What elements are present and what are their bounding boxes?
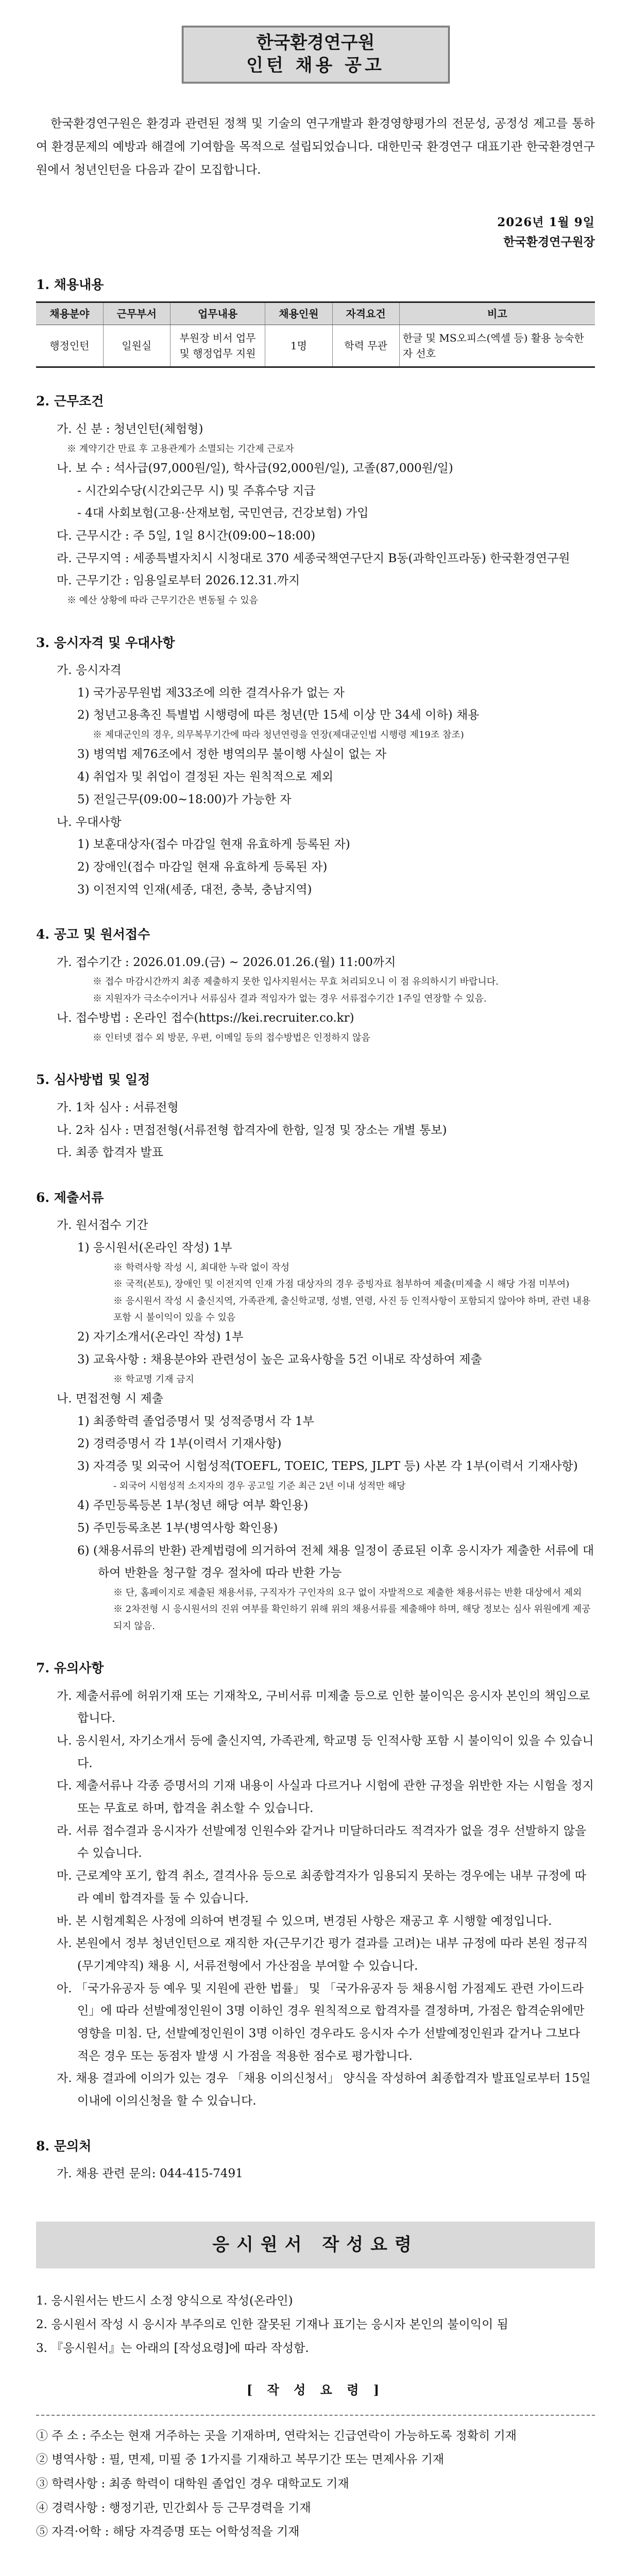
application-method: 나. 접수방법 : 온라인 접수(https://kei.recruiter.co.kr) xyxy=(57,1011,354,1025)
docs-note: ※ 학력사항 작성 시, 최대한 누락 없이 작성 xyxy=(113,1262,289,1273)
docs-item: 6) (채용서류의 반환) 관계법령에 의거하여 전체 채용 일정이 종료된 이후 응시자가 제출한 서류에 대하여 반환을 청구할 경우 절차에 따라 반환 가능 xyxy=(77,1544,594,1580)
caution-item: 다. 제출서류나 각종 증명서의 기재 내용이 사실과 다르거나 시험에 관한 규정을 위반한 자는 시험을 정지 또는 무효로 하며, 합격을 취소할 수 있습니다. xyxy=(57,1779,594,1816)
docs-item: 2) 자기소개서(온라인 작성) 1부 xyxy=(77,1330,244,1344)
work-status: 가. 신 분 : 청년인턴(체험형) xyxy=(57,422,203,436)
col-note: 비고 xyxy=(399,302,595,325)
section-5-heading: 5. 심사방법 및 일정 xyxy=(36,1072,150,1088)
section-6-body xyxy=(36,1214,595,1635)
eligibility-item: 3) 병역법 제76조에서 정한 병역의무 불이행 사실이 없는 자 xyxy=(77,748,387,761)
section-6-heading: 6. 제출서류 xyxy=(36,1190,104,1205)
application-method-note: ※ 인터넷 접수 외 방문, 우편, 이메일 등의 접수방법은 인정하지 않음 xyxy=(93,1032,370,1043)
docs-note: ※ 국적(본토), 장애인 및 이전지역 인재 가점 대상자의 경우 증빙자료 첨부하여 제출(미제출 시 해당 가점 미부여) xyxy=(113,1279,570,1290)
work-pay-sub-1: - 시간외수당(시간외근무 시) 및 주휴수당 지급 xyxy=(77,484,316,498)
guide-list xyxy=(36,2289,595,2360)
eligibility-item: 2) 청년고용촉진 특별법 시행령에 따른 청년(만 15세 이상 만 34세 이하) 채용 xyxy=(77,708,480,722)
work-status-note: ※ 계약기간 만료 후 고용관계가 소멸되는 기간제 근로자 xyxy=(67,443,294,454)
eligibility-item: 5) 전일근무(09:00~18:00)가 가능한 자 xyxy=(77,792,292,806)
col-count: 채용인원 xyxy=(265,302,332,325)
section-7-body xyxy=(36,1685,595,2113)
work-location: 라. 근무지역 : 세종특별자치시 시청대로 370 세종국책연구단지 B동(과학인프라동) 한국환경연구원 xyxy=(57,551,570,565)
section-7-heading: 7. 유의사항 xyxy=(36,1660,104,1676)
jobs-table-header xyxy=(36,302,595,325)
guide-item: ① 주 소 : 주소는 현재 거주하는 곳을 기재하며, 연락처는 긴급연락이 가능하도록 정확히 기재 xyxy=(36,2429,517,2443)
cell-task: 부원장 비서 업무 및 행정업무 지원 xyxy=(170,325,265,367)
docs-item: 1) 최종학력 졸업증명서 및 성적증명서 각 1부 xyxy=(77,1414,314,1428)
caution-item: 라. 서류 접수결과 응시자가 선발예정 인원수와 같거나 미달하더라도 적격자가 없을 경우 선발하지 않을 수 있습니다. xyxy=(57,1824,587,1860)
intro-paragraph: 한국환경연구원은 환경과 관련된 정책 및 기술의 연구개발과 환경영향평가의 전문성, 공정성 제고를 통하여 환경문제의 예방과 해결에 기여함을 목적으로 설립되었습니다. 대한민국 환경연구 대표기관 한국환경연구원에서 청년인턴을 다음과 같이 모집합니다. xyxy=(36,117,595,177)
guide-item: ④ 경력사항 : 행정기관, 민간회사 등 근무경력을 기재 xyxy=(36,2501,311,2515)
guide-list-item: 2. 응시원서 작성 시 응시자 부주의로 인한 잘못된 기재나 표기는 응시자 본인의 불이익이 됨 xyxy=(36,2317,508,2331)
guide-list-item: 1. 응시원서는 반드시 소정 양식으로 작성(온라인) xyxy=(36,2294,293,2308)
caution-item: 바. 본 시험계획은 사정에 의하여 변경될 수 있으며, 변경된 사항은 재공고 후 시행할 예정입니다. xyxy=(57,1914,552,1928)
caution-item: 자. 채용 결과에 이의가 있는 경우 「채용 이의신청서」 양식을 작성하여 최종합격자 발표일로부터 15일 이내에 이의신청을 할 수 있습니다. xyxy=(57,2072,591,2108)
contact-info: 가. 채용 관련 문의: 044-415-7491 xyxy=(57,2167,243,2181)
work-period: 마. 근무기간 : 임용일로부터 2026.12.31.까지 xyxy=(57,574,300,588)
org-title: 한국환경연구원 xyxy=(256,32,375,53)
docs-item: 1) 응시원서(온라인 작성) 1부 xyxy=(77,1241,232,1255)
docs-note: ※ 단, 홈페이지로 제출된 채용서류, 구직자가 구인자의 요구 없이 자발적으로 제출한 채용서류는 반환 대상에서 제외 xyxy=(113,1587,582,1598)
section-5-body xyxy=(36,1097,595,1164)
docs-item: 2) 경력증명서 각 1부(이력서 기재사항) xyxy=(77,1437,282,1451)
guide-title: 응시원서 작성요령 xyxy=(36,2222,595,2268)
guide-item: ② 병역사항 : 필, 면제, 미필 중 1가지를 기재하고 복무기간 또는 면제사유 기재 xyxy=(36,2453,445,2467)
section-8-body xyxy=(36,2163,595,2185)
notice-title-box xyxy=(182,26,450,83)
notice-date: 2026년 1월 9일 xyxy=(497,215,595,229)
application-period: 가. 접수기간 : 2026.01.09.(금) ~ 2026.01.26.(월) 11:00까지 xyxy=(57,955,396,969)
docs-item: 3) 자격증 및 외국어 시험성적(TOEFL, TOEIC, TEPS, JLPT 등) 사본 각 1부(이력서 기재사항) xyxy=(77,1460,578,1473)
caution-item: 가. 제출서류에 허위기재 또는 기재착오, 구비서류 미제출 등으로 인한 불이익은 응시자 본인의 책임으로 합니다. xyxy=(57,1689,590,1725)
docs-note: ※ 학교명 기재 금지 xyxy=(113,1374,194,1385)
section-3-body xyxy=(36,659,595,901)
work-pay-sub-2: - 4대 사회보험(고용·산재보험, 국민연금, 건강보험) 가입 xyxy=(77,506,369,520)
preference-item: 2) 장애인(접수 마감일 현재 유효하게 등록된 자) xyxy=(77,860,328,874)
cell-count: 1명 xyxy=(265,325,332,367)
guide-subtitle: [ 작 성 요 령 ] xyxy=(246,2382,385,2397)
preference-item: 1) 보훈대상자(접수 마감일 현재 유효하게 등록된 자) xyxy=(77,838,350,852)
guide-item: ③ 학력사항 : 최종 학력이 대학원 졸업인 경우 대학교도 기재 xyxy=(36,2477,349,2490)
eligibility-heading: 가. 응시자격 xyxy=(57,664,122,677)
col-field: 채용분야 xyxy=(36,302,103,325)
work-period-note: ※ 예산 상황에 따라 근무기간은 변동될 수 있음 xyxy=(67,595,259,606)
caution-item: 사. 본원에서 정부 청년인턴으로 재직한 자(근무기간 평가 결과를 고려)는 내부 규정에 따라 본원 정규직(무기계약직) 채용 시, 서류전형에서 가산점을 부여할 수 있습니다. xyxy=(57,1937,588,1973)
docs-note: - 외국어 시험성적 소지자의 경우 공고일 기준 최근 2년 이내 성적만 해당 xyxy=(113,1480,406,1492)
application-period-note: ※ 지원자가 극소수이거나 서류심사 결과 적임자가 없는 경우 서류접수기간 1주일 연장할 수 있음. xyxy=(93,993,487,1004)
guide-items xyxy=(36,2425,595,2543)
section-4-body xyxy=(36,952,595,1047)
cell-field: 행정인턴 xyxy=(36,325,103,367)
section-1-heading: 1. 채용내용 xyxy=(36,277,104,292)
eligibility-item: 1) 국가공무원법 제33조에 의한 결격사유가 없는 자 xyxy=(77,686,345,700)
jobs-table xyxy=(36,301,595,368)
col-dept: 근무부서 xyxy=(103,302,170,325)
col-qual: 자격요건 xyxy=(332,302,399,325)
work-pay: 나. 보 수 : 석사급(97,000원/일), 학사급(92,000원/일), 고졸(87,000원/일) xyxy=(57,461,453,475)
docs-item: 3) 교육사항 : 채용분야와 관련성이 높은 교육사항을 5건 이내로 작성하여 제출 xyxy=(77,1353,482,1366)
section-4-heading: 4. 공고 및 원서접수 xyxy=(36,927,150,942)
cell-qual: 학력 무관 xyxy=(332,325,399,367)
docs-note: ※ 2차전형 시 응시원서의 진위 여부를 확인하기 위해 위의 채용서류를 제출해야 하며, 해당 정보는 심사 위원에게 제공되지 않음. xyxy=(113,1604,591,1632)
section-2-heading: 2. 근무조건 xyxy=(36,394,104,409)
caution-item: 아. 「국가유공자 등 예우 및 지원에 관한 법률」 및 「국가유공자 등 채용시험 가점제도 관련 가이드라인」에 따라 선발예정인원이 3명 이하인 경우 원칙적으로 합격자를 결정하며, 가점은 합격순위에만 영향을 미침. 단, 선발예정인원이 3명 이하인 경우라도 응시자 수가 선발예정인원과 같거나 그보다 적은 경우 또는 동점자 발생 시 가점을 적용한 점수로 평가합니다. xyxy=(57,1981,585,2063)
section-8-heading: 8. 문의처 xyxy=(36,2138,92,2154)
preference-heading: 나. 우대사항 xyxy=(57,815,122,829)
eligibility-item: 4) 취업자 및 취업이 결정된 자는 원칙적으로 제외 xyxy=(77,770,333,784)
col-task: 업무내용 xyxy=(170,302,265,325)
caution-item: 마. 근로계약 포기, 합격 취소, 결격사유 등으로 최종합격자가 임용되지 못하는 경우에는 내부 규정에 따라 예비 합격자를 둘 수 있습니다. xyxy=(57,1869,586,1905)
cell-dept: 일원실 xyxy=(103,325,170,367)
guide-divider xyxy=(36,2415,595,2416)
docs-interview-heading: 나. 면접전형 시 제출 xyxy=(57,1392,163,1406)
docs-note: ※ 응시원서 작성 시 출신지역, 가족관계, 출신학교명, 성별, 연령, 사진 등 인적사항이 포함되지 않아야 하며, 관련 내용 포함 시 불이익이 있을 수 있음 xyxy=(113,1295,591,1323)
guide-item: ⑤ 자격·어학 : 해당 자격증명 또는 어학성적을 기재 xyxy=(36,2525,300,2539)
docs-application-heading: 가. 원서접수 기간 xyxy=(57,1218,148,1232)
review-step: 나. 2차 심사 : 면접전형(서류전형 합격자에 한함, 일정 및 장소는 개별 통보) xyxy=(57,1123,447,1137)
guide-list-item: 3. 『응시원서』는 아래의 [작성요령]에 따라 작성함. xyxy=(36,2341,309,2355)
table-row xyxy=(36,325,595,367)
caution-item: 나. 응시원서, 자기소개서 등에 출신지역, 가족관계, 학교명 등 인적사항 포함 시 불이익이 있을 수 있습니다. xyxy=(57,1734,594,1770)
eligibility-note: ※ 제대군인의 경우, 의무복무기간에 따라 청년연령을 연장(제대군인법 시행령 제19조 참조) xyxy=(93,730,464,741)
docs-item: 4) 주민등록등본 1부(청년 해당 여부 확인용) xyxy=(77,1499,309,1513)
application-period-note: ※ 접수 마감시간까지 최종 제출하지 못한 입사지원서는 무효 처리되오니 이 점 유의하시기 바랍니다. xyxy=(93,976,499,988)
notice-title: 인턴 채용 공고 xyxy=(246,55,385,76)
work-hours: 다. 근무시간 : 주 5일, 1일 8시간(09:00~18:00) xyxy=(57,529,316,543)
section-3-heading: 3. 응시자격 및 우대사항 xyxy=(36,635,175,650)
review-step: 다. 최종 합격자 발표 xyxy=(57,1146,163,1160)
notice-org: 한국환경연구원장 xyxy=(503,235,595,249)
cell-note: 한글 및 MS오피스(엑셀 등) 활용 능숙한 자 선호 xyxy=(399,325,595,367)
preference-item: 3) 이전지역 인재(세종, 대전, 충북, 충남지역) xyxy=(77,883,312,896)
docs-item: 5) 주민등록초본 1부(병역사항 확인용) xyxy=(77,1521,278,1535)
review-step: 가. 1차 심사 : 서류전형 xyxy=(57,1100,179,1114)
section-2-body xyxy=(36,418,595,609)
